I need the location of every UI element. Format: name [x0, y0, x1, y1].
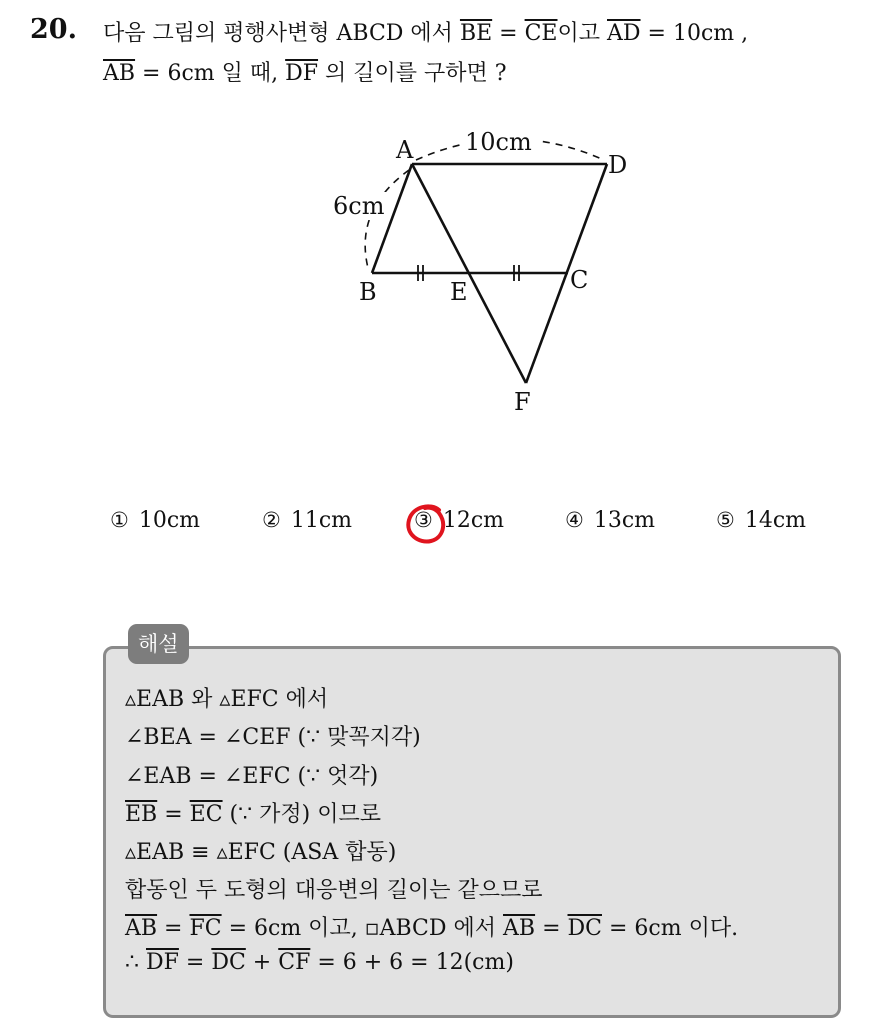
vertex-label-d: D: [608, 151, 628, 179]
segment-ad: $\overline{AD}$: [607, 21, 641, 46]
segment-ce: $\overline{CE}$: [524, 21, 558, 46]
segment-df: $\overline{DF}$: [146, 950, 179, 975]
length-label-ab: 6cm: [333, 192, 385, 220]
vertex-label-e: E: [450, 278, 468, 306]
explanation-text: (∵ 가정) 이므로: [222, 802, 381, 827]
question-text: 의 길이를 구하면 ?: [318, 61, 507, 86]
segment-ab: $\overline{AB}$: [103, 61, 136, 86]
question-text: = 10cm ,: [640, 21, 749, 46]
plus-sign: +: [245, 950, 279, 975]
choice-text: 10cm: [138, 508, 201, 533]
explanation-line: ∠BEA = ∠CEF (∵ 맞꼭지각): [125, 725, 421, 750]
equals-sign: =: [178, 950, 212, 975]
segment-ec: $\overline{EC}$: [189, 802, 223, 827]
therefore-symbol: ∴: [125, 950, 146, 975]
choice-text: 14cm: [744, 508, 807, 533]
explanation-line: [125, 797, 381, 828]
choice-number: ①: [110, 508, 129, 532]
length-label-ad: 10cm: [465, 128, 532, 156]
choice-4[interactable]: [565, 508, 655, 533]
question-line-1: [103, 16, 748, 47]
choice-number: ②: [262, 508, 281, 532]
equals-sign: =: [535, 916, 568, 941]
vertex-label-b: B: [359, 278, 377, 306]
choice-number: ⑤: [716, 508, 735, 532]
choice-text: 11cm: [290, 508, 353, 533]
vertex-label-f: F: [514, 388, 531, 416]
explanation-text: = 6cm 이다.: [601, 916, 739, 941]
segment-dc: $\overline{DC}$: [567, 916, 602, 941]
explanation-text: = 6cm 이고, ▫ABCD 에서: [221, 916, 504, 941]
explanation-line: ∠EAB = ∠EFC (∵ 엇각): [125, 764, 379, 789]
explanation-line: ▵EAB 와 ▵EFC 에서: [125, 687, 329, 712]
correct-answer-mark-icon: [403, 500, 451, 548]
explanation-line: [125, 911, 738, 942]
question-line-2: [103, 56, 507, 87]
explanation-text: = 6 + 6 = 12(cm): [310, 950, 514, 975]
equals-sign: =: [157, 916, 190, 941]
question-text: 다음 그림의 평행사변형 ABCD 에서: [103, 21, 460, 46]
choice-text: 13cm: [593, 508, 656, 533]
explanation-tag: 해설: [128, 624, 189, 664]
choice-1[interactable]: [110, 508, 200, 533]
choice-5[interactable]: [716, 508, 806, 533]
segment-eb: $\overline{EB}$: [125, 802, 158, 827]
choice-2[interactable]: [262, 508, 352, 533]
segment-cf: $\overline{CF}$: [278, 950, 311, 975]
segment-be: $\overline{BE}$: [459, 21, 493, 46]
choice-text: 12cm: [442, 508, 505, 533]
segment-ab: $\overline{AB}$: [125, 916, 158, 941]
explanation-line: [125, 950, 514, 975]
vertex-label-c: C: [570, 266, 589, 294]
explanation-line: 합동인 두 도형의 대응변의 길이는 같으므로: [125, 878, 543, 903]
question-number: 20.: [30, 14, 77, 45]
segment-dc: $\overline{DC}$: [211, 950, 246, 975]
question-text: 이고: [557, 21, 607, 46]
choice-number: ③: [414, 508, 433, 532]
explanation-line: ▵EAB ≡ ▵EFC (ASA 합동): [125, 840, 397, 865]
equals-sign: =: [492, 21, 525, 46]
vertex-label-a: A: [396, 136, 414, 164]
parallelogram-figure: [300, 120, 660, 420]
choice-number: ④: [565, 508, 584, 532]
question-text: = 6cm 일 때,: [135, 61, 286, 86]
equals-sign: =: [157, 802, 190, 827]
segment-fc: $\overline{FC}$: [189, 916, 222, 941]
segment-df: $\overline{DF}$: [285, 61, 319, 86]
segment-ab: $\overline{AB}$: [503, 916, 536, 941]
